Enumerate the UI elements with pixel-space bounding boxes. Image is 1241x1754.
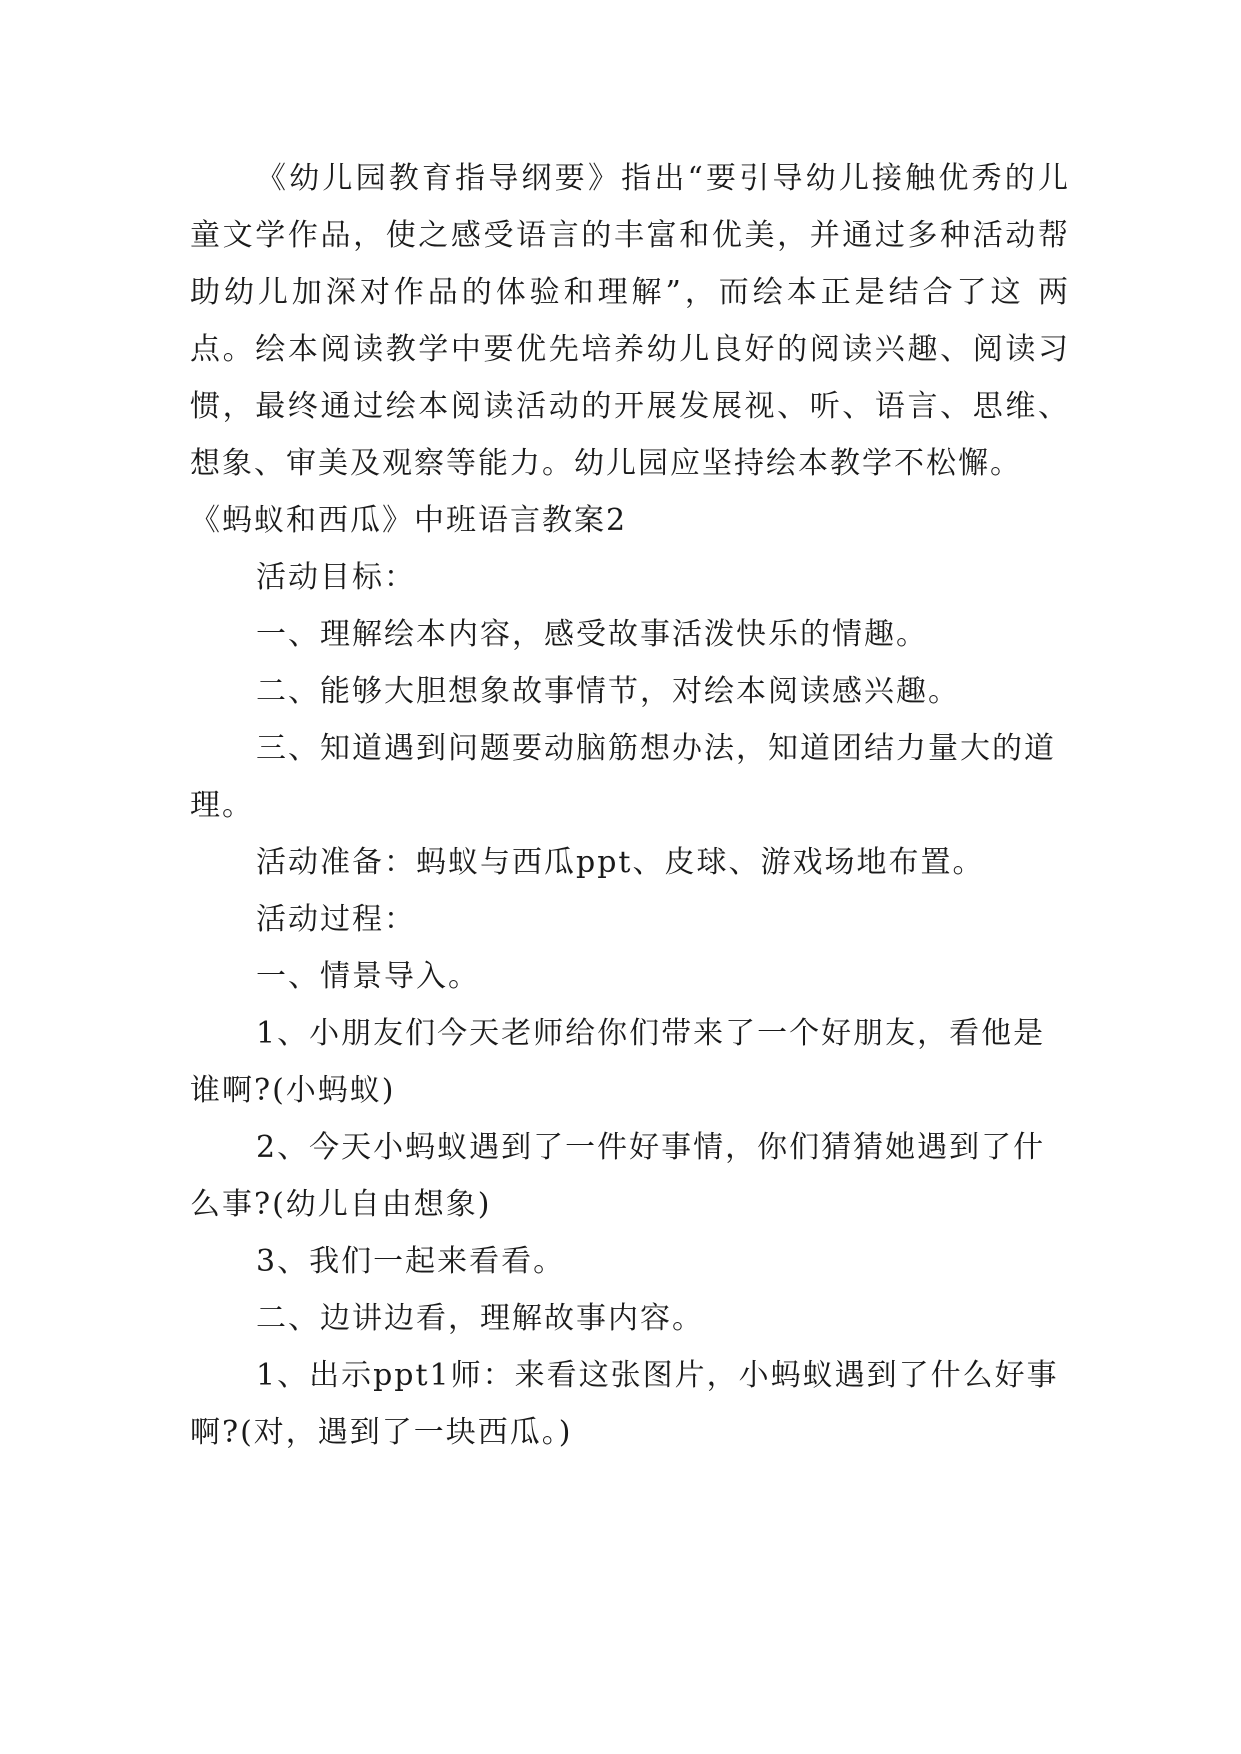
lesson-title: 《蚂蚁和西瓜》中班语言教案2 [190, 503, 628, 538]
section-two-step: 1、出示ppt1师：来看这张图片，小蚂蚁遇到了什么好事啊?(对，遇到了一块西瓜。) [190, 1358, 1059, 1450]
intro-paragraph: 《幼儿园教育指导纲要》指出“要引导幼儿接触优秀的儿童文学作品，使之感受语言的丰富和优美，并通过多种活动帮助幼儿加深对作品的体验和理解”，而绘本正是结合了这 两点。绘本阅读教学中要优先培养幼儿良好的阅读兴趣、阅读习惯，最终通过绘本阅读活动的开展发展视、听、语言、思维、想象、审美及观察等能力。幼儿园应坚持绘本教学不松懈。 [190, 161, 1070, 481]
section-one-title: 一、情景导入。 [256, 959, 480, 994]
goal-item: 三、知道遇到问题要动脑筋想办法，知道团结力量大的道理。 [190, 731, 1056, 823]
section-one-step: 1、小朋友们今天老师给你们带来了一个好朋友，看他是谁啊?(小蚂蚁) [190, 1016, 1046, 1108]
preparation-paragraph: 活动准备：蚂蚁与西瓜ppt、皮球、游戏场地布置。 [256, 845, 985, 880]
document-body [190, 150, 1070, 1461]
goal-item: 一、理解绘本内容，感受故事活泼快乐的情趣。 [256, 617, 928, 652]
section-two-title: 二、边讲边看，理解故事内容。 [256, 1301, 704, 1336]
section-one-step: 2、今天小蚂蚁遇到了一件好事情，你们猜猜她遇到了什么事?(幼儿自由想象) [190, 1130, 1046, 1222]
goals-heading: 活动目标： [256, 560, 416, 595]
process-heading: 活动过程： [256, 902, 416, 937]
section-one-step: 3、我们一起来看看。 [256, 1244, 566, 1279]
goal-item: 二、能够大胆想象故事情节，对绘本阅读感兴趣。 [256, 674, 960, 709]
